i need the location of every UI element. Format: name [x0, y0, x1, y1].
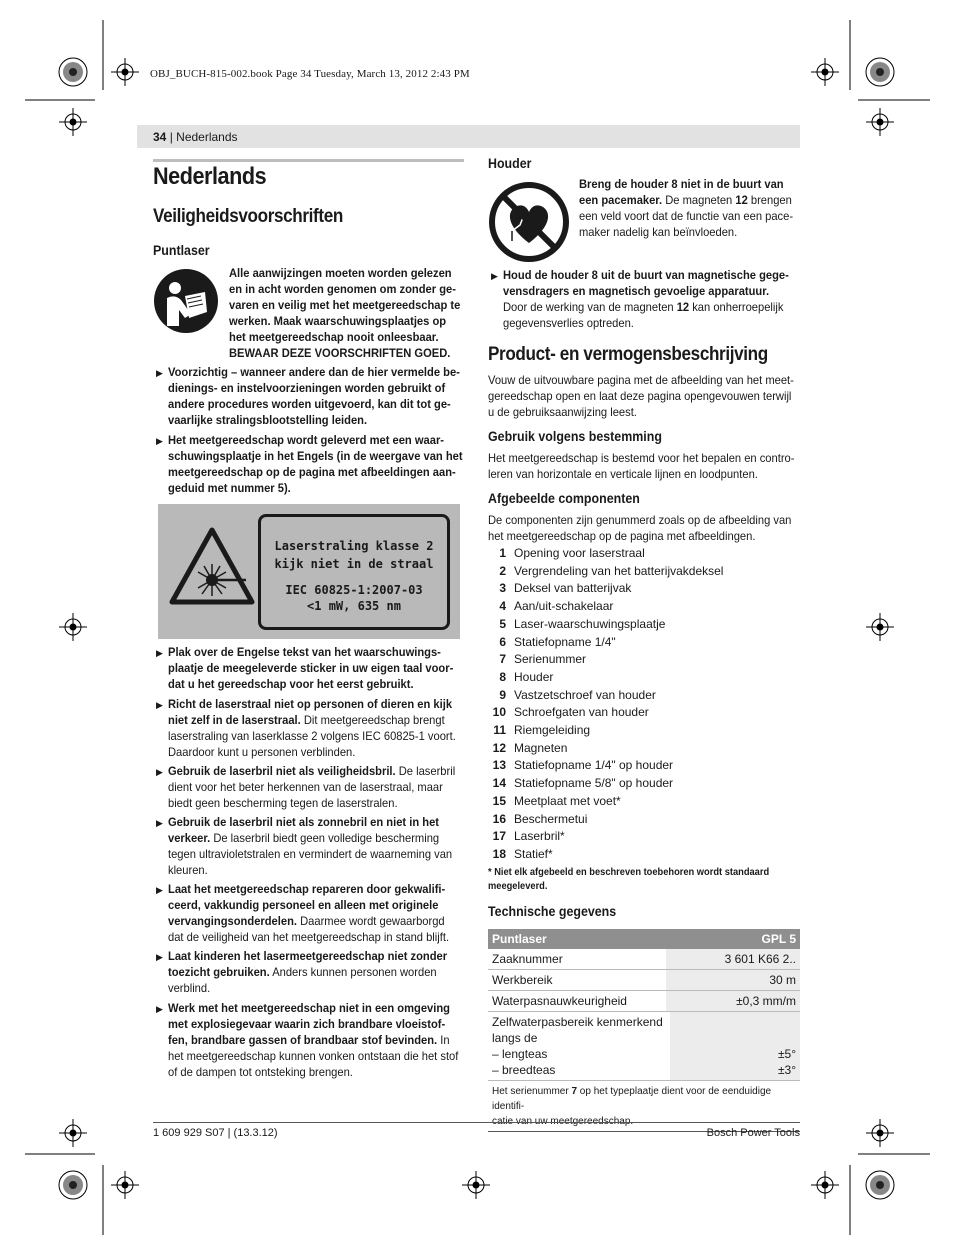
houder-heading: Houder — [488, 156, 532, 171]
component-number: 3 — [499, 581, 506, 596]
print-header: OBJ_BUCH-815-002.book Page 34 Tuesday, March 13, 2012 2:43 PM — [150, 68, 470, 80]
bullet-line: dat de veiligheid van het meetgereedschap in stand blijft. — [168, 930, 450, 944]
bullet-line: Laat kinderen het lasermeetgereedschap niet zonder — [168, 949, 448, 963]
tech-data-table — [488, 929, 800, 1132]
safety-bullet-7 — [168, 881, 466, 945]
laser-warning-icon — [168, 526, 256, 608]
component-number: 2 — [499, 563, 506, 578]
component-label: Aan/uit-schakelaar — [514, 599, 614, 614]
multi-label-line: Zelfwaterpasbereik kenmerkend — [492, 1015, 663, 1029]
component-number: 6 — [499, 634, 506, 649]
intro-line: varen en veilig met het meetgereedschap te — [229, 298, 461, 312]
bullet-arrow-icon: ▶ — [156, 700, 163, 710]
safety-bullet-2 — [168, 432, 466, 496]
table-row-label: Zaaknummer — [492, 952, 563, 966]
houder-text: De magneten — [662, 193, 736, 207]
houder-text: kan onherroepelijk — [689, 300, 784, 314]
footnote-line: * Niet elk afgebeeld en beschreven toebehoren wordt standaard — [488, 867, 770, 878]
bullet-text: De laserbril biedt geen volledige bescherming — [210, 831, 440, 845]
multi-label-line: – lengteas — [492, 1047, 548, 1061]
component-number: 7 — [499, 652, 506, 667]
component-label: Meetplaat met voet* — [514, 793, 621, 808]
components-heading: Afgebeelde componenten — [488, 491, 640, 506]
houder-paragraph — [579, 176, 802, 240]
component-label: Laserbril* — [514, 829, 565, 844]
table-row-label: Waterpasnauwkeurigheid — [492, 994, 627, 1008]
intro-line: werken. Maak waarschuwingsplaatjes op — [229, 314, 447, 328]
bullet-arrow-icon: ▶ — [156, 767, 163, 777]
safety-intro — [229, 265, 462, 361]
houder-ref: 12 — [735, 193, 748, 207]
intro-line: gereedschap open en laat deze pagina opengevouwen terwijl — [488, 389, 792, 403]
component-number: 8 — [499, 669, 506, 684]
table-header-left: Puntlaser — [492, 932, 547, 946]
safety-heading: Veiligheidsvoorschriften — [153, 206, 343, 227]
comp-intro-line: De componenten zijn genummerd zoals op de afbeelding van — [488, 513, 792, 527]
footnote-line: meegeleverd. — [488, 881, 548, 892]
table-row — [488, 949, 800, 970]
safety-bullet-5 — [168, 763, 466, 811]
bullet-line: Gebruik de laserbril niet als zonnebril en niet in het — [168, 815, 440, 829]
component-number: 1 — [499, 546, 506, 560]
components-intro — [488, 512, 800, 544]
multi-label-line: – breedteas — [492, 1063, 556, 1077]
table-row — [488, 970, 800, 991]
bullet-line: verblind. — [168, 981, 211, 995]
component-label: Schroefgaten van houder — [514, 705, 649, 720]
component-number: 17 — [492, 829, 506, 844]
product-heading: Product- en vermogensbeschrijving — [488, 344, 768, 365]
component-number: 4 — [499, 599, 506, 614]
houder-line: Houd de houder 8 uit de buurt van magnetische gege- — [503, 268, 789, 282]
houder-bold: een pacemaker. — [579, 193, 663, 207]
safety-bullet-4 — [168, 696, 466, 760]
bullet-line: dat u het gereedschap voor het eerst gebruikt. — [168, 677, 414, 691]
bullet-arrow-icon: ▶ — [156, 1004, 163, 1014]
footer-left: 1 609 929 S07 | (13.3.12) — [153, 1127, 278, 1139]
label-line: kijk niet in de straal — [274, 557, 434, 571]
table-row-multiline — [488, 1012, 800, 1081]
table-row-value: 30 m — [666, 970, 800, 990]
usage-line: leren van horizontale en verticale lijnen en loodpunten. — [488, 467, 758, 481]
note-ref: 7 — [571, 1086, 578, 1097]
bullet-line: schuwingsplaatje in het Engels (in de weergave van het — [168, 449, 463, 463]
table-row — [488, 991, 800, 1012]
bullet-arrow-icon: ▶ — [156, 885, 163, 895]
intro-line: en in acht worden genomen om zonder ge- — [229, 282, 456, 296]
header-section: Nederlands — [176, 130, 238, 144]
bullet-arrow-icon: ▶ — [156, 368, 163, 378]
component-number: 12 — [492, 740, 506, 755]
tech-data-heading: Technische gegevens — [488, 904, 617, 919]
safety-bullet-3 — [168, 644, 466, 692]
bullet-line: Plak over de Engelse tekst van het waarschuwings- — [168, 645, 441, 659]
no-pacemaker-icon — [488, 181, 570, 263]
bullet-line: Werk met het meetgereedschap niet in een omgeving — [168, 1001, 450, 1015]
component-label: Statiefopname 5/8" op houder — [514, 776, 674, 791]
footer-right: Bosch Power Tools — [706, 1127, 800, 1139]
bullet-arrow-icon: ▶ — [156, 818, 163, 828]
component-number: 13 — [492, 758, 506, 773]
table-row-value: 3 601 K66 2.. — [666, 949, 800, 969]
bullet-line: dienings- en instelvoorzieningen worden gebruikt of — [168, 381, 446, 395]
bullet-line: andere procedures worden uitgevoerd, kan dit tot ge- — [168, 397, 451, 411]
safety-bullet-6 — [168, 814, 466, 878]
component-number: 5 — [499, 616, 506, 631]
bullet-text: Anders kunnen personen worden — [269, 965, 437, 979]
table-note — [488, 1081, 800, 1132]
usage-heading: Gebruik volgens bestemming — [488, 429, 662, 444]
component-label: Magneten — [514, 740, 568, 755]
table-row-value — [670, 1012, 800, 1080]
product-intro — [488, 372, 800, 420]
bullet-bold: Gebruik de laserbril niet als veiligheidsbril. — [168, 764, 396, 778]
label-line: <1 mW, 635 nm — [307, 599, 401, 613]
component-number: 11 — [493, 723, 506, 737]
comp-intro-line: het meetgereedschap op de pagina met afbeeldingen. — [488, 529, 756, 543]
bullet-line: biedt geen bescherming tegen de laserstralen. — [168, 796, 398, 810]
bullet-line: plaatje de meegeleverde sticker in uw eigen taal voor- — [168, 661, 454, 675]
bullet-line: kleuren. — [168, 863, 208, 877]
bullet-arrow-icon: ▶ — [491, 271, 498, 281]
footer-rule — [153, 1122, 800, 1123]
houder-ref: 12 — [676, 300, 690, 314]
intro-line: Vouw de uitvouwbare pagina met de afbeelding van het meet- — [488, 373, 794, 387]
intro-line: BEWAAR DEZE VOORSCHRIFTEN GOED. — [229, 346, 451, 360]
bullet-line: Richt de laserstraal niet op personen of dieren en kijk — [168, 697, 453, 711]
bullet-bold: niet zelf in de laserstraal. — [168, 713, 301, 727]
component-number: 14 — [492, 776, 506, 791]
houder-line: vensdragers en magnetisch gevoelige apparatuur. — [503, 284, 770, 298]
houder-text: brengen — [747, 193, 792, 207]
bullet-line: of de dampen tot ontsteking brengen. — [168, 1065, 353, 1079]
bullet-line: Laat het meetgereedschap repareren door gekwalifi- — [168, 882, 446, 896]
note-text: op het typeplaatje dient voor de eenduidige identifi- — [492, 1086, 772, 1112]
component-label: Riemgeleiding — [514, 723, 591, 737]
component-label: Beschermetui — [514, 811, 588, 826]
safety-bullet-1 — [168, 364, 466, 428]
houder-line: een veld voort dat de functie van een pace- — [579, 209, 794, 223]
component-number: 16 — [492, 811, 506, 826]
multi-value: ±5° — [777, 1047, 796, 1061]
bullet-arrow-icon: ▶ — [156, 648, 163, 658]
components-list — [488, 546, 808, 866]
component-number: 9 — [499, 687, 506, 702]
component-label: Houder — [514, 669, 554, 684]
components-footnote — [488, 866, 769, 894]
component-label: Statief* — [514, 846, 553, 861]
intro-line: Alle aanwijzingen moeten worden gelezen — [229, 266, 452, 280]
bullet-line: dient voor het beter herkennen van de laserstraal, maar — [168, 780, 443, 794]
component-label: Serienummer — [514, 652, 587, 667]
header-separator: | — [166, 130, 177, 144]
bullet-text: De laserbril — [395, 764, 456, 778]
bullet-line: met explosiegevaar waarin zich brandbare vloeistof- — [168, 1017, 446, 1031]
label-line: IEC 60825-1:2007-03 — [285, 583, 423, 597]
bullet-line: Voorzichtig – wanneer andere dan de hier vermelde be- — [168, 365, 460, 379]
bullet-line: Het meetgereedschap wordt geleverd met een waar- — [168, 433, 445, 447]
component-number: 18 — [492, 846, 506, 861]
usage-line: Het meetgereedschap is bestemd voor het bepalen en contro- — [488, 451, 795, 465]
component-number: 15 — [492, 793, 506, 808]
bullet-text: Daarmee wordt gewaarborgd — [296, 914, 445, 928]
multi-label-line: langs de — [492, 1031, 538, 1045]
component-label: Statiefopname 1/4" op houder — [514, 758, 674, 773]
page-title: Nederlands — [153, 163, 267, 190]
multi-value: ±3° — [777, 1063, 796, 1077]
table-header-right: GPL 5 — [761, 932, 796, 946]
safety-bullet-9 — [168, 1000, 466, 1080]
component-label: Deksel van batterijvak — [514, 581, 632, 596]
table-row-label: Werkbereik — [492, 973, 553, 987]
note-text: Het serienummer — [492, 1086, 572, 1097]
component-label: Statiefopname 1/4" — [514, 634, 616, 649]
houder-line: gegevensverlies optreden. — [503, 316, 634, 330]
bullet-line: meetgereedschap op de pagina met afbeeldingen aan- — [168, 465, 456, 479]
laser-warning-label — [158, 504, 460, 639]
bullet-arrow-icon: ▶ — [156, 952, 163, 962]
label-line: Laserstraling klasse 2 — [274, 539, 434, 553]
table-row-value: ±0,3 mm/m — [666, 991, 800, 1011]
safety-bullet-8 — [168, 948, 466, 996]
bullet-line: vaarlijke stralingsblootstelling leiden. — [168, 413, 368, 427]
usage-text — [488, 450, 800, 482]
intro-line: het meetgereedschap nooit onleesbaar. — [229, 330, 439, 344]
bullet-arrow-icon: ▶ — [156, 436, 163, 446]
label-text-box — [258, 514, 450, 630]
puntlaser-heading: Puntlaser — [153, 243, 210, 258]
bullet-line: het meetgereedschap kunnen vonken ontstaan die het stof — [168, 1049, 459, 1063]
page-number: 34 — [153, 130, 167, 144]
bullet-line: Daardoor kunt u personen verblinden. — [168, 745, 356, 759]
intro-line: u de gebruiksaanwijzing leest. — [488, 405, 637, 419]
houder-line: maker nadelig kan beïnvloeden. — [579, 225, 738, 239]
bullet-bold: fen, brandbare gassen of brandbaar stof bevinden. — [168, 1033, 438, 1047]
read-manual-icon — [153, 268, 219, 334]
component-number: 10 — [492, 705, 506, 720]
bullet-bold: verkeer. — [168, 831, 211, 845]
bullet-line: tegen ultravioletstralen en vermindert de waarneming van — [168, 847, 453, 861]
houder-line: Breng de houder 8 niet in de buurt van — [579, 177, 784, 191]
bullet-line: geduid met nummer 5). — [168, 481, 291, 495]
bullet-bold: vervangingsonderdelen. — [168, 914, 297, 928]
table-header — [488, 929, 800, 949]
bullet-line: ceerd, vakkundig personeel en alleen met originele — [168, 898, 439, 912]
houder-bullet — [503, 267, 801, 331]
page-header — [153, 130, 238, 144]
houder-text: Door de werking van de magneten — [503, 300, 677, 314]
component-label: Vastzetschroef van houder — [514, 687, 656, 702]
title-rule — [153, 159, 464, 162]
bullet-text: In — [437, 1033, 450, 1047]
bullet-bold: toezicht gebruiken. — [168, 965, 270, 979]
bullet-text: Dit meetgereedschap brengt — [300, 713, 445, 727]
component-label: Opening voor laserstraal — [514, 546, 645, 560]
bullet-line: laserstraling van laserklasse 2 volgens IEC 60825-1 voort. — [168, 729, 456, 743]
component-label: Vergrendeling van het batterijvakdeksel — [514, 563, 724, 578]
table-row-label — [488, 1012, 670, 1080]
component-label: Laser-waarschuwingsplaatje — [514, 616, 666, 631]
